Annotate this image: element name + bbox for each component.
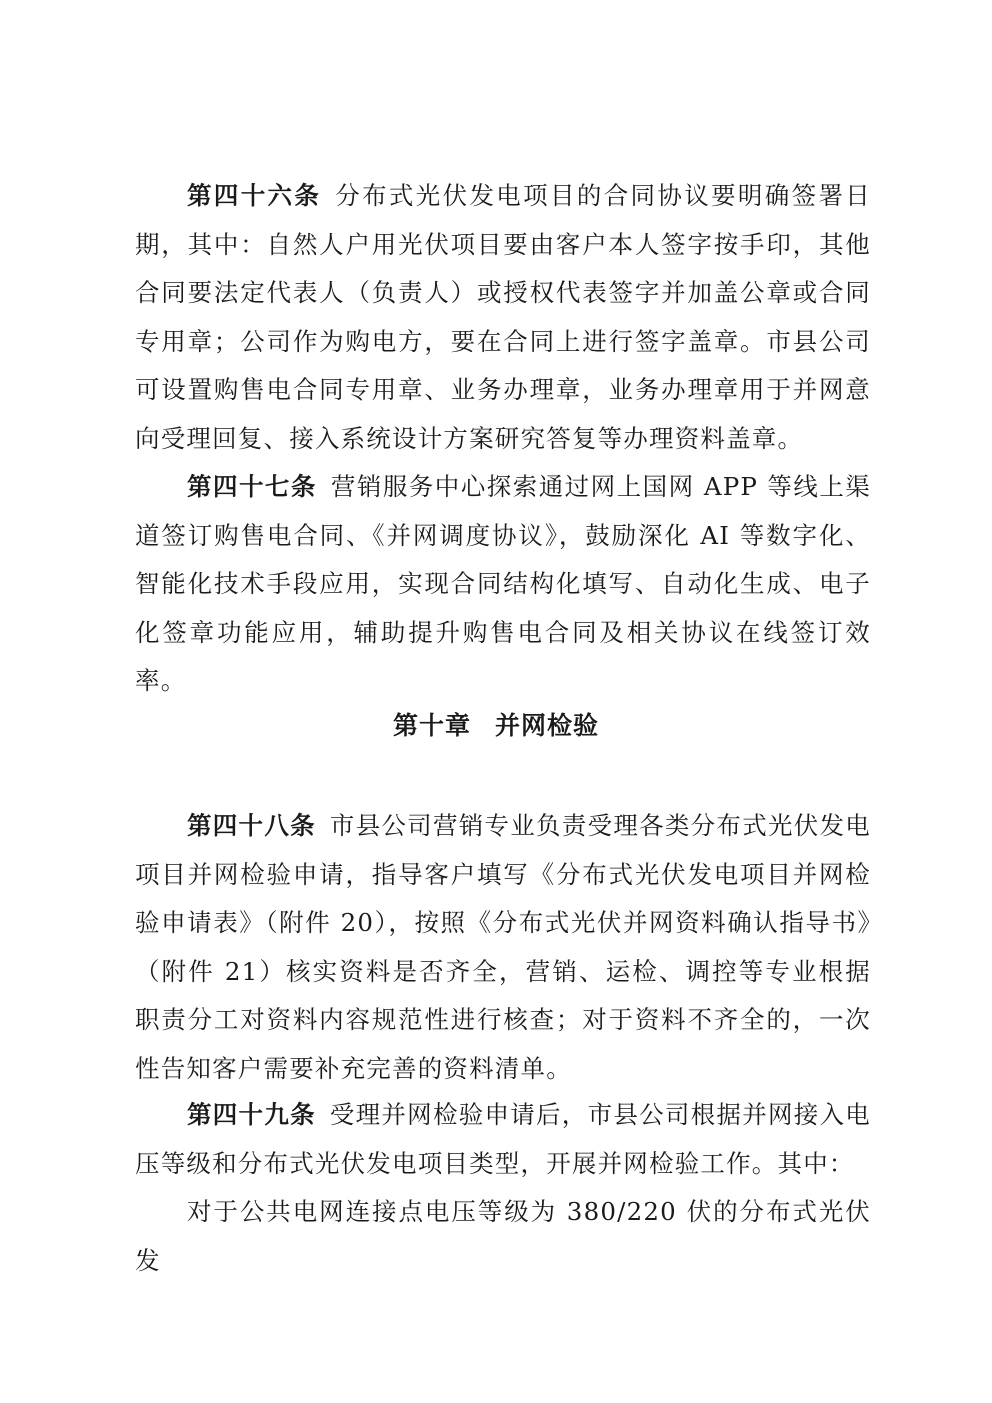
- article-46-label: 第四十六条: [187, 181, 322, 210]
- article-48: [135, 802, 871, 1093]
- article-49: [135, 1091, 871, 1188]
- article-49-label: 第四十九条: [187, 1100, 316, 1129]
- article-48-label: 第四十八条: [187, 811, 316, 840]
- chapter-number: 第十章: [392, 711, 471, 740]
- article-48-text: 市县公司营销专业负责受理各类分布式光伏发电项目并网检验申请，指导客户填写《分布式光伏发电项目并网检验申请表》（附件 20），按照《分布式光伏并网资料确认指导书》（附件 21）核实资料是否齐全，营销、运检、调控等专业根据职责分工对资料内容规范性进行核查；对于资料不齐全的，一次性告知客户需要补充完善的资料清单。: [135, 811, 871, 1083]
- article-46-text: 分布式光伏发电项目的合同协议要明确签署日期，其中：自然人户用光伏项目要由客户本人签字按手印，其他合同要法定代表人（负责人）或授权代表签字并加盖公章或合同专用章；公司作为购电方，要在合同上进行签字盖章。市县公司可设置购售电合同专用章、业务办理章，业务办理章用于并网意向受理回复、接入系统设计方案研究答复等办理资料盖章。: [135, 181, 872, 453]
- trailing-paragraph: 对于公共电网连接点电压等级为 380/220 伏的分布式光伏发: [135, 1197, 871, 1275]
- chapter-heading: [0, 706, 992, 746]
- article-49-text: 受理并网检验申请后，市县公司根据并网接入电压等级和分布式光伏发电项目类型，开展并网检验工作。其中：: [135, 1100, 871, 1178]
- article-47-label: 第四十七条: [187, 472, 317, 501]
- article-46: [135, 172, 871, 463]
- article-47: [135, 463, 871, 706]
- article-47-text: 营销服务中心探索通过网上国网 APP 等线上渠道签订购售电合同、《并网调度协议》，鼓励深化 AI 等数字化、智能化技术手段应用，实现合同结构化填写、自动化生成、电子化签章功能应用，辅助提升购售电合同及相关协议在线签订效率。: [135, 472, 871, 695]
- chapter-title: 并网检验: [495, 711, 600, 740]
